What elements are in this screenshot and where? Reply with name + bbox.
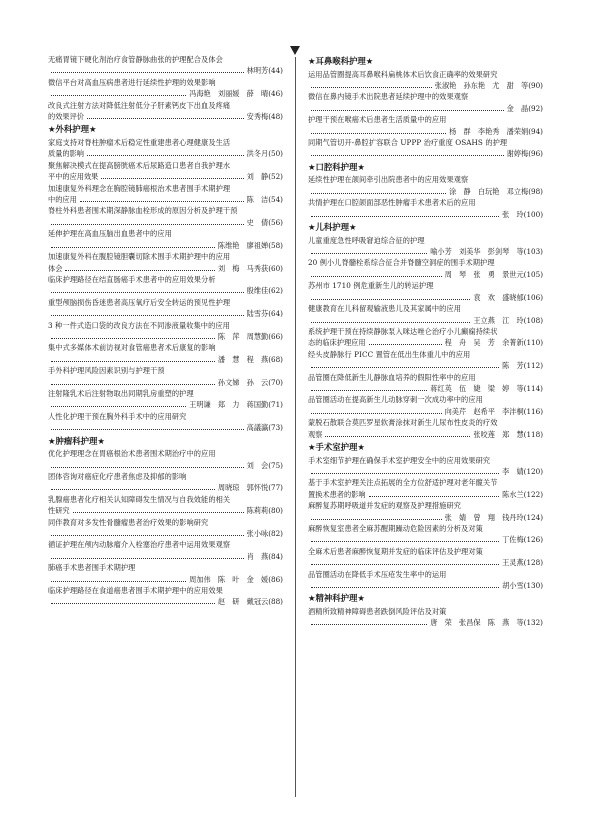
entry-byline bbox=[48, 528, 283, 539]
leader-dots bbox=[87, 154, 244, 156]
entry-title-line: 品管圈活动在降低手术压疮发生率中的运用 bbox=[308, 569, 447, 579]
entry-title-line: 改良式注射方法对降低注射低分子肝素钙皮下出血及疼痛 bbox=[48, 100, 231, 110]
entry-title-continuation: 态的临床护理应用 bbox=[308, 338, 366, 348]
entry-title-line: 品管圈在降低新生儿静脉血培养的假阳性率中的应用 bbox=[308, 372, 476, 382]
entry-authors-page: 袁 欢 盛晓郁(106) bbox=[473, 292, 543, 302]
leader-dots bbox=[311, 623, 427, 625]
entry-authors-page: 陈 芳(112) bbox=[502, 361, 543, 371]
leader-dots bbox=[311, 154, 504, 156]
toc-entry[interactable] bbox=[48, 448, 283, 471]
toc-entry[interactable] bbox=[48, 183, 283, 206]
entry-title-line: 加速康复外科理念在胸腔镜肺癌根治术患者围手术期护理 bbox=[48, 183, 231, 193]
entry-title-line: 微信平台对高血压病患者进行延续性护理的效果影响 bbox=[48, 77, 216, 87]
toc-entry[interactable] bbox=[48, 274, 283, 297]
entry-byline bbox=[48, 331, 283, 342]
entry-byline bbox=[308, 148, 543, 159]
leader-dots bbox=[51, 71, 244, 73]
entry-authors-page: 陈 萍 周慧勤(66) bbox=[217, 331, 283, 341]
toc-entry[interactable] bbox=[48, 251, 283, 274]
toc-entry[interactable] bbox=[48, 411, 283, 434]
leader-dots bbox=[101, 177, 243, 179]
toc-right-column bbox=[308, 54, 543, 629]
entry-authors-page: 陆雪芬(64) bbox=[246, 309, 283, 319]
entry-title-line: 集中式多媒体术前访视对食管癌患者术后康复的影响 bbox=[48, 343, 216, 353]
entry-byline bbox=[308, 429, 543, 440]
section-heading: ★手术室护理★ bbox=[308, 441, 365, 452]
entry-title-line: 蒙脱石散联合莫匹罗星软膏涂抹对新生儿尿布性皮炎的疗效 bbox=[308, 418, 498, 428]
entry-authors-page: 安秀梅(48) bbox=[246, 112, 283, 122]
toc-entry[interactable] bbox=[308, 417, 543, 440]
leader-dots bbox=[51, 428, 244, 430]
entry-byline bbox=[308, 126, 543, 137]
leader-dots bbox=[51, 360, 215, 362]
entry-title-line: 延伸护理在高血压脑出血患者中的应用 bbox=[48, 229, 172, 239]
entry-byline bbox=[308, 466, 543, 477]
entry-authors-page: 高議瀛(73) bbox=[246, 423, 283, 433]
entry-title-continuation: 平中的应用效果 bbox=[48, 172, 99, 182]
entry-authors-page: 涂 静 白玩艳 邓立梅(98) bbox=[449, 186, 543, 196]
leader-dots bbox=[311, 412, 442, 414]
entry-authors-page: 谢婷梅(96) bbox=[506, 149, 543, 159]
section-heading: ★外科护理★ bbox=[48, 124, 97, 135]
entry-authors-page: 王立燕 江 玲(108) bbox=[473, 315, 543, 325]
leader-dots bbox=[311, 86, 432, 88]
toc-entry[interactable] bbox=[308, 235, 543, 258]
leader-dots bbox=[311, 586, 499, 588]
leader-dots bbox=[87, 117, 244, 119]
toc-entry[interactable] bbox=[308, 91, 543, 114]
toc-entry[interactable] bbox=[308, 69, 543, 92]
toc-entry[interactable] bbox=[308, 114, 543, 137]
entry-title-line: 肺癌手术患者围手术期护理 bbox=[48, 563, 136, 573]
entry-byline bbox=[308, 269, 543, 280]
entry-byline bbox=[308, 292, 543, 303]
leader-dots bbox=[311, 109, 504, 111]
entry-byline bbox=[48, 194, 283, 205]
leader-dots bbox=[311, 563, 499, 565]
entry-title-line: 麻醉恢复室患者全麻苏醒期躁动危险因素的分析及对策 bbox=[308, 524, 483, 533]
toc-entry[interactable] bbox=[308, 303, 543, 326]
entry-authors-page: 周 琴 张 勇 景世元(105) bbox=[444, 269, 543, 279]
leader-dots bbox=[311, 298, 470, 300]
entry-title-line: 运用品管圈提高耳鼻喉科扁桃体术后饮食正确率的效果研究 bbox=[308, 69, 498, 79]
toc-entry[interactable] bbox=[308, 500, 543, 523]
entry-title-line: 重型颅脑损伤昏迷患者高压氧疗后安全转运的预见性护理 bbox=[48, 297, 231, 307]
toc-entry[interactable] bbox=[308, 280, 543, 303]
entry-authors-page: 殷维佳(62) bbox=[246, 286, 283, 296]
entry-byline bbox=[48, 240, 283, 251]
leader-dots bbox=[65, 269, 215, 271]
leader-dots bbox=[51, 223, 244, 225]
entry-title-line: 微信在鼻内镜手术出院患者延续护理中的效果观察 bbox=[308, 92, 469, 102]
entry-title-continuation: 体会 bbox=[48, 263, 63, 273]
entry-title-line: 聚焦解决模式在提高膀胱癌术后尿路造口患者自我护理水 bbox=[48, 160, 231, 170]
entry-authors-page: 胡小雪(130) bbox=[502, 581, 543, 591]
entry-title-line: 儿童重度急性呼吸窘迫综合征的护理 bbox=[308, 235, 425, 245]
entry-authors-page: 陈 洁(54) bbox=[246, 195, 283, 205]
column-divider bbox=[295, 57, 296, 797]
toc-entry[interactable] bbox=[308, 394, 543, 417]
entry-byline bbox=[308, 489, 543, 500]
entry-title-line: 手术室细节护理在确保手术室护理安全中的应用效果研究 bbox=[308, 455, 491, 465]
entry-title-line: 脊柱外科患者围术期深静脉血栓形成的原因分析及护理干预 bbox=[48, 206, 238, 216]
toc-entry[interactable] bbox=[308, 606, 543, 629]
entry-title-continuation: 观察 bbox=[308, 429, 323, 439]
entry-byline bbox=[48, 263, 283, 274]
toc-entry[interactable] bbox=[48, 320, 283, 343]
entry-title-line: 同伴教育对多发性骨髓瘤患者治疗效果的影响研究 bbox=[48, 517, 209, 527]
entry-byline bbox=[308, 557, 543, 568]
leader-dots bbox=[51, 580, 186, 582]
entry-authors-page: 陈水兰(122) bbox=[502, 489, 543, 499]
toc-entry[interactable] bbox=[308, 455, 543, 478]
entry-byline bbox=[48, 171, 283, 182]
toc-left-column bbox=[48, 54, 283, 608]
entry-title-continuation: 中的应用 bbox=[48, 195, 77, 205]
entry-authors-page: 刘 梅 马秀获(60) bbox=[217, 263, 283, 273]
entry-byline bbox=[308, 337, 543, 348]
leader-dots bbox=[51, 383, 215, 385]
entry-authors-page: 赵 研 戴冠云(88) bbox=[217, 597, 283, 607]
leader-dots bbox=[51, 246, 215, 248]
leader-dots bbox=[311, 275, 442, 277]
entry-authors-page: 陈莉莉(80) bbox=[246, 506, 283, 516]
entry-title-line: 3 种一件式造口袋的改良方法在不同渗液量收集中的应用 bbox=[48, 320, 230, 330]
toc-entry[interactable] bbox=[48, 160, 283, 183]
entry-title-line: 手外科护理风险因素识别与护理干预 bbox=[48, 366, 165, 376]
entry-authors-page: 向美芹 赵希平 李沣桐(116) bbox=[444, 406, 543, 416]
entry-authors-page: 洪冬月(50) bbox=[246, 149, 283, 159]
column-divider-arrow bbox=[290, 46, 300, 55]
entry-authors-page: 冯海艳 刘丽媛 薛 晴(46) bbox=[189, 89, 283, 99]
entry-byline bbox=[308, 315, 543, 326]
entry-byline bbox=[308, 209, 543, 220]
entry-authors-page: 孙文娣 孙 云(70) bbox=[217, 377, 283, 387]
leader-dots bbox=[369, 495, 500, 497]
toc-entry[interactable] bbox=[308, 349, 543, 372]
entry-byline bbox=[48, 111, 283, 122]
entry-authors-page: 陈维艳 廖祖婵(58) bbox=[217, 240, 283, 250]
toc-entry[interactable] bbox=[48, 494, 283, 517]
entry-authors-page: 张咬莲 郑 慧(118) bbox=[473, 429, 543, 439]
section-heading: ★精神科护理★ bbox=[308, 593, 365, 604]
toc-entry[interactable] bbox=[308, 569, 543, 592]
entry-byline bbox=[48, 308, 283, 319]
entry-authors-page: 杨 群 李艳秀 潘荣娟(94) bbox=[449, 126, 543, 136]
toc-entry[interactable] bbox=[48, 100, 283, 123]
leader-dots bbox=[311, 366, 499, 368]
entry-byline bbox=[308, 383, 543, 394]
entry-title-line: 苏州市 1710 例危重新生儿的转运护理 bbox=[308, 281, 434, 291]
entry-byline bbox=[48, 65, 283, 76]
entry-title-continuation: 置换术患者的影响 bbox=[308, 489, 366, 499]
toc-entry[interactable] bbox=[48, 297, 283, 320]
entry-byline bbox=[48, 217, 283, 228]
entry-title-line: 循证护理在颅内动脉瘤介入栓塞治疗患者中运用效果观察 bbox=[48, 540, 231, 550]
entry-byline bbox=[308, 103, 543, 114]
entry-authors-page: 丁佐梅(126) bbox=[502, 535, 543, 545]
leader-dots bbox=[51, 602, 215, 604]
toc-entry[interactable] bbox=[308, 197, 543, 220]
toc-entry[interactable] bbox=[48, 539, 283, 562]
toc-entry[interactable] bbox=[308, 523, 543, 546]
entry-byline bbox=[308, 80, 543, 91]
leader-dots bbox=[51, 466, 244, 468]
entry-authors-page: 程 舟 吴 芳 余菁新(110) bbox=[444, 338, 543, 348]
entry-title-line: 同期气管切开-鼻腔扩容联合 UPPP 治疗重度 OSAHS 的护理 bbox=[308, 138, 508, 148]
entry-title-continuation: 的效果评价 bbox=[48, 112, 84, 122]
toc-entry[interactable] bbox=[48, 471, 283, 494]
entry-authors-page: 张淑艳 孙东艳 尤 甜 等(90) bbox=[434, 81, 543, 90]
entry-byline bbox=[48, 482, 283, 493]
entry-authors-page: 喻小芳 刘美华 彭剑琴 等(103) bbox=[430, 247, 543, 257]
entry-title-line: 系统护理干预在持续静脉泵入咪达唑仑治疗小儿癫痫持续状 bbox=[308, 326, 498, 336]
entry-title-line: 酒精所致精神障碍患者跌倒风险评估及对策 bbox=[308, 607, 447, 617]
entry-byline bbox=[308, 360, 543, 371]
entry-title-line: 经头皮静脉行 PICC 置管在低出生体重儿中的应用 bbox=[308, 349, 471, 359]
entry-byline bbox=[48, 285, 283, 296]
leader-dots bbox=[311, 252, 427, 254]
toc-entry[interactable] bbox=[308, 174, 543, 197]
leader-dots bbox=[51, 337, 215, 339]
toc-entry[interactable] bbox=[308, 257, 543, 280]
entry-byline bbox=[308, 186, 543, 197]
entry-authors-page: 刘 会(75) bbox=[246, 460, 283, 470]
entry-byline bbox=[48, 422, 283, 433]
leader-dots bbox=[311, 215, 499, 217]
leader-dots bbox=[51, 488, 215, 490]
entry-byline bbox=[48, 148, 283, 159]
entry-authors-page: 史 倩(56) bbox=[246, 217, 283, 227]
toc-entry[interactable] bbox=[308, 326, 543, 349]
entry-authors-page: 周晓琼 郭怀悦(77) bbox=[217, 483, 283, 493]
leader-dots bbox=[51, 291, 244, 293]
entry-title-line: 无痛胃镜下硬化剂治疗食管静脉曲张的护理配合及体会 bbox=[48, 55, 223, 64]
leader-dots bbox=[80, 200, 244, 202]
entry-title-line: 人性化护理干预在胸外科手术中的应用研究 bbox=[48, 411, 187, 421]
toc-entry[interactable] bbox=[48, 388, 283, 411]
entry-title-line: 家庭支持对脊柱肿瘤术后稳定性重建患者心理健康及生活 bbox=[48, 138, 231, 148]
entry-authors-page: 张 婧 曾 翔 钱丹玲(124) bbox=[444, 512, 543, 522]
entry-byline bbox=[48, 377, 283, 388]
entry-authors-page: 李 婧(120) bbox=[502, 466, 543, 476]
entry-byline bbox=[308, 580, 543, 591]
leader-dots bbox=[311, 132, 446, 134]
entry-title-line: 20 例小儿脊髓栓系综合征合并脊髓空洞症的围手术期护理 bbox=[308, 258, 495, 268]
entry-byline bbox=[48, 596, 283, 607]
entry-title-continuation: 质量的影响 bbox=[48, 149, 84, 159]
entry-authors-page: 金 晶(92) bbox=[506, 103, 543, 113]
entry-title-line: 品管圈活动在提高新生儿动脉穿刺一次成功率中的应用 bbox=[308, 395, 483, 405]
leader-dots bbox=[369, 343, 442, 345]
toc-entry[interactable] bbox=[48, 585, 283, 608]
entry-authors-page: 王明谦 郑 力 蒋国勤(71) bbox=[189, 400, 283, 410]
toc-entry[interactable] bbox=[48, 54, 283, 77]
entry-title-line: 健康教育在儿科留观输液患儿及其家属中的应用 bbox=[308, 304, 462, 314]
entry-byline bbox=[48, 460, 283, 471]
toc-entry[interactable] bbox=[48, 365, 283, 388]
entry-title-line: 临床护理路径在食道癌患者围手术期护理中的应用效果 bbox=[48, 586, 223, 596]
entry-title-line: 优化护理理念在胃癌根治术患者围术期治疗中的应用 bbox=[48, 449, 216, 459]
entry-authors-page: 张小咏(82) bbox=[246, 529, 283, 539]
leader-dots bbox=[311, 540, 499, 542]
leader-dots bbox=[51, 94, 186, 96]
leader-dots bbox=[311, 321, 470, 323]
entry-byline bbox=[48, 505, 283, 516]
leader-dots bbox=[311, 389, 427, 391]
entry-title-line: 全麻术后患者麻醉恢复期并发症的临床评估及护理对策 bbox=[308, 546, 483, 556]
toc-entry[interactable] bbox=[48, 562, 283, 585]
entry-byline bbox=[48, 354, 283, 365]
entry-authors-page: 唐 荣 张昌保 陈 燕 等(132) bbox=[430, 618, 543, 628]
toc-entry[interactable] bbox=[48, 137, 283, 160]
toc-entry[interactable] bbox=[308, 137, 543, 160]
entry-byline bbox=[48, 399, 283, 410]
section-heading: ★口腔科护理★ bbox=[308, 161, 365, 172]
entry-title-line: 乳腺癌患者化疗相关认知障碍发生情况与自我效能的相关 bbox=[48, 494, 231, 504]
entry-authors-page: 张 玲(100) bbox=[502, 209, 543, 219]
leader-dots bbox=[51, 405, 186, 407]
leader-dots bbox=[51, 314, 244, 316]
entry-byline bbox=[48, 88, 283, 99]
entry-byline bbox=[48, 574, 283, 585]
entry-byline bbox=[48, 551, 283, 562]
entry-title-continuation: 性研究 bbox=[48, 506, 70, 516]
toc-entry[interactable] bbox=[308, 372, 543, 395]
entry-title-line: 注射隆乳术后注射物取出同期乳房重塑的护理 bbox=[48, 388, 194, 398]
entry-authors-page: 潘 慧 程 燕(68) bbox=[217, 354, 283, 364]
entry-title-line: 麻醉复苏期呼吸道并发症的观察及护理措施研究 bbox=[308, 501, 462, 511]
toc-entry[interactable] bbox=[48, 205, 283, 228]
toc-entry[interactable] bbox=[308, 546, 543, 569]
leader-dots bbox=[51, 557, 244, 559]
toc-entry[interactable] bbox=[308, 477, 543, 500]
entry-title-line: 临床护理路径在结直肠癌手术患者中的应用效果分析 bbox=[48, 274, 216, 284]
entry-title-line: 延续性护理在颌间牵引出院患者中的应用效果观察 bbox=[308, 175, 469, 185]
entry-byline bbox=[308, 246, 543, 257]
toc-entry[interactable] bbox=[48, 228, 283, 251]
entry-authors-page: 肖 燕(84) bbox=[246, 551, 283, 561]
entry-title-line: 共情护理在口腔颌面部恶性肿瘤手术患者术后的应用 bbox=[308, 198, 476, 208]
entry-title-line: 护理干预在喉癌术后患者生活质量中的应用 bbox=[308, 115, 447, 125]
section-heading: ★儿科护理★ bbox=[308, 222, 357, 233]
entry-authors-page: 周加伟 陈 叶 金 媛(86) bbox=[189, 574, 283, 584]
leader-dots bbox=[311, 192, 446, 194]
section-heading: ★肿瘤科护理★ bbox=[48, 435, 105, 446]
toc-entry[interactable] bbox=[48, 342, 283, 365]
leader-dots bbox=[73, 511, 244, 513]
entry-byline bbox=[308, 534, 543, 545]
entry-authors-page: 刘 静(52) bbox=[246, 172, 283, 182]
leader-dots bbox=[51, 534, 244, 536]
entry-byline bbox=[308, 406, 543, 417]
entry-title-line: 加速康复外科在腹腔镜胆囊切除术围手术期护理中的应用 bbox=[48, 252, 231, 262]
leader-dots bbox=[325, 435, 470, 437]
entry-title-line: 基于手术室护理关注点拓展的全方位舒适护理对老年髋关节 bbox=[308, 478, 498, 488]
entry-authors-page: 林明芳(44) bbox=[246, 66, 283, 76]
entry-byline bbox=[308, 512, 543, 523]
toc-entry[interactable] bbox=[48, 77, 283, 100]
entry-title-line: 团体咨询对癌症化疗患者焦虑及抑郁的影响 bbox=[48, 472, 187, 481]
section-heading: ★耳鼻喉科护理★ bbox=[308, 56, 374, 66]
entry-authors-page: 王灵燕(128) bbox=[502, 558, 543, 568]
entry-authors-page: 蒋红英 伍 婕 梁 婷 等(114) bbox=[430, 383, 543, 393]
toc-entry[interactable] bbox=[48, 517, 283, 540]
leader-dots bbox=[311, 518, 442, 520]
entry-byline bbox=[308, 617, 543, 628]
leader-dots bbox=[311, 472, 499, 474]
